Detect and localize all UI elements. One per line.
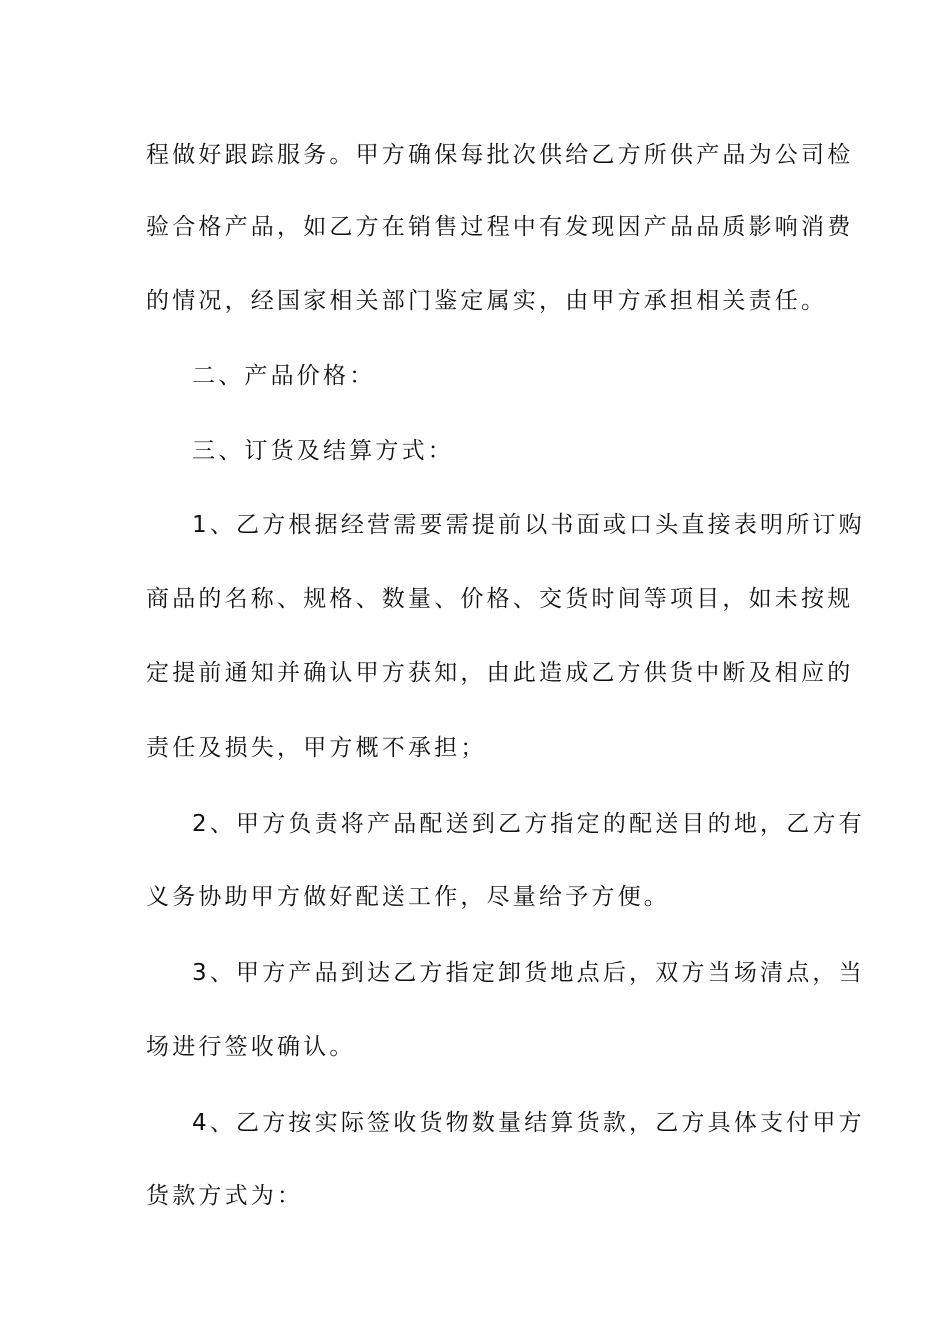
text-line: 场进行签收确认。: [146, 1034, 356, 1060]
text-line: 3、甲方产品到达乙方指定卸货地点后，双方当场清点，当: [192, 960, 865, 986]
text-line: 责任及损失，甲方概不承担；: [146, 735, 487, 761]
text-line: 货款方式为：: [146, 1183, 304, 1209]
section-heading: 二、产品价格：: [192, 363, 376, 389]
text-line: 程做好跟踪服务。甲方确保每批次供给乙方所供产品为公司检: [146, 142, 854, 168]
text-line: 4、乙方按实际签收货物数量结算货款，乙方具体支付甲方: [192, 1110, 865, 1136]
text-line: 验合格产品，如乙方在销售过程中有发现因产品品质影响消费: [146, 214, 854, 240]
text-line: 义务协助甲方做好配送工作，尽量给予方便。: [146, 884, 670, 910]
section-heading: 三、订货及结算方式：: [192, 438, 454, 464]
text-line: 定提前通知并确认甲方获知，由此造成乙方供货中断及相应的: [146, 660, 854, 686]
text-line: 1、乙方根据经营需要需提前以书面或口头直接表明所订购: [192, 512, 865, 538]
text-line: 的情况，经国家相关部门鉴定属实，由甲方承担相关责任。: [146, 288, 828, 314]
text-line: 2、甲方负责将产品配送到乙方指定的配送目的地，乙方有: [192, 811, 865, 837]
text-line: 商品的名称、规格、数量、价格、交货时间等项目，如未按规: [146, 586, 854, 612]
